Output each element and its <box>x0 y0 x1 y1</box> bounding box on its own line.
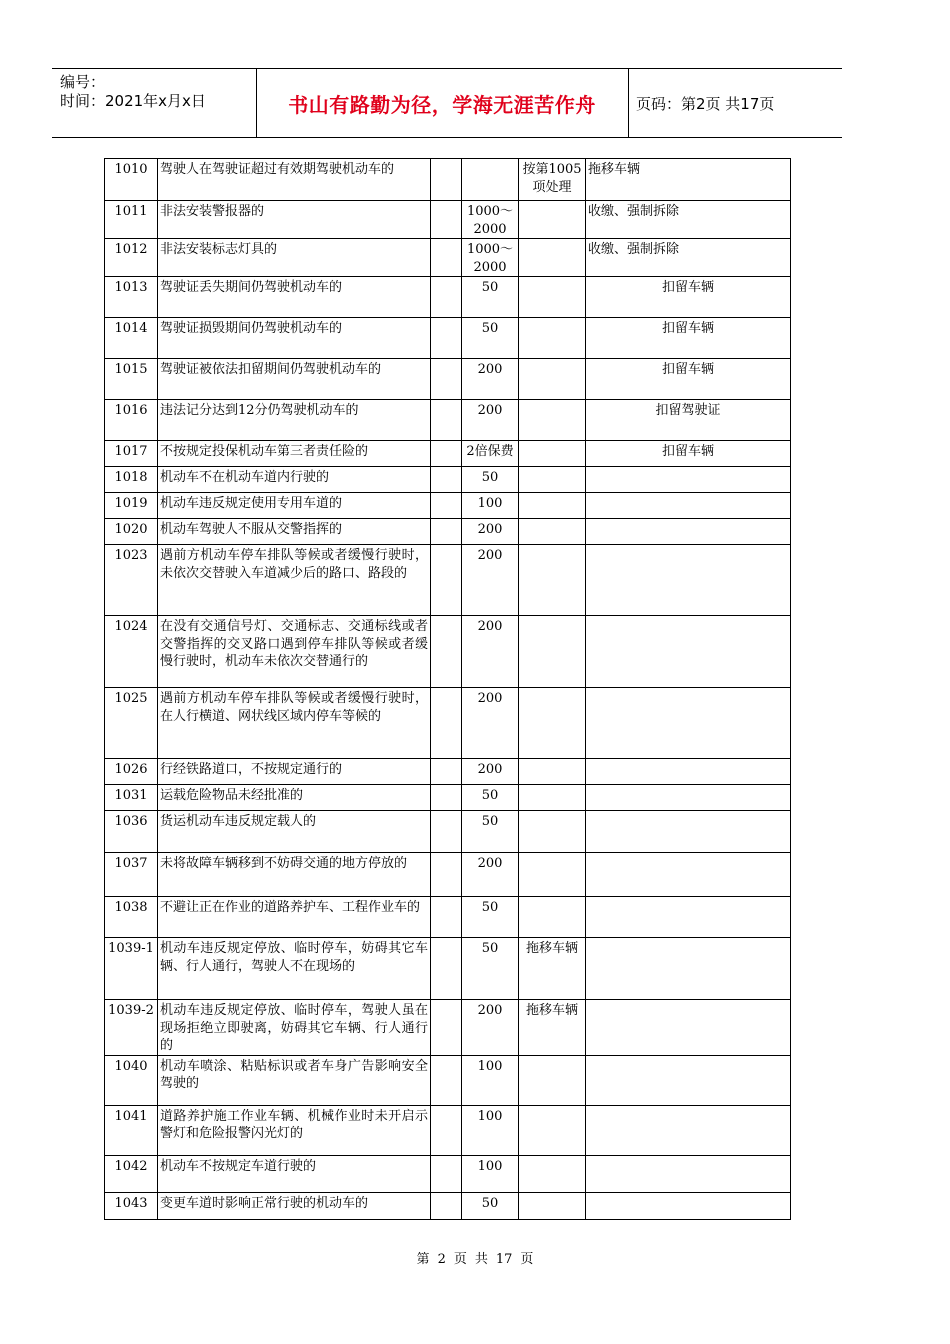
points-cell <box>431 1000 462 1056</box>
violation-description-cell: 驾驶证丢失期间仍驾驶机动车的 <box>158 277 431 318</box>
alternate-handling-cell: 按第1005项处理 <box>519 159 586 201</box>
administrative-measure-cell <box>586 1055 791 1105</box>
alternate-handling-cell <box>519 239 586 277</box>
administrative-measure-cell <box>586 616 791 688</box>
alternate-handling-cell <box>519 1155 586 1192</box>
footer-total-pages: 17 <box>495 1252 513 1267</box>
page-footer <box>0 1248 950 1267</box>
alternate-handling-cell <box>519 493 586 519</box>
alternate-handling-cell <box>519 277 586 318</box>
alternate-handling-cell <box>519 1105 586 1155</box>
fine-amount-cell: 200 <box>462 400 519 441</box>
table-row <box>105 1055 791 1105</box>
table-row <box>105 897 791 938</box>
footer-di: 第 <box>416 1252 430 1267</box>
table-row <box>105 493 791 519</box>
fine-amount-cell: 200 <box>462 1000 519 1056</box>
administrative-measure-cell <box>586 897 791 938</box>
violation-code-cell: 1018 <box>105 467 158 493</box>
points-cell <box>431 159 462 201</box>
table-row <box>105 616 791 688</box>
points-cell <box>431 318 462 359</box>
fine-amount-cell: 1000～2000 <box>462 239 519 277</box>
table-row <box>105 239 791 277</box>
violation-code-cell: 1041 <box>105 1105 158 1155</box>
points-cell <box>431 201 462 239</box>
table-row <box>105 938 791 1000</box>
violation-description-cell: 运载危险物品未经批准的 <box>158 785 431 811</box>
administrative-measure-cell <box>586 467 791 493</box>
points-cell <box>431 545 462 616</box>
alternate-handling-cell <box>519 759 586 785</box>
table-row <box>105 853 791 897</box>
table-row <box>105 519 791 545</box>
footer-gong: 共 <box>474 1252 488 1267</box>
violation-description-cell: 机动车驾驶人不服从交警指挥的 <box>158 519 431 545</box>
violation-code-cell: 1026 <box>105 759 158 785</box>
violation-table <box>104 158 791 1220</box>
footer-ye: 页 <box>453 1252 467 1267</box>
administrative-measure-cell <box>586 545 791 616</box>
administrative-measure-cell <box>586 519 791 545</box>
table-row <box>105 318 791 359</box>
alternate-handling-cell: 拖移车辆 <box>519 938 586 1000</box>
points-cell <box>431 938 462 1000</box>
violation-code-cell: 1036 <box>105 811 158 853</box>
alternate-handling-cell <box>519 897 586 938</box>
points-cell <box>431 897 462 938</box>
table-row <box>105 400 791 441</box>
administrative-measure-cell: 扣留车辆 <box>586 441 791 467</box>
table-row <box>105 545 791 616</box>
fine-amount-cell: 50 <box>462 897 519 938</box>
violation-description-cell: 机动车不按规定车道行驶的 <box>158 1155 431 1192</box>
violation-code-cell: 1010 <box>105 159 158 201</box>
administrative-measure-cell: 收缴、强制拆除 <box>586 201 791 239</box>
table-row <box>105 441 791 467</box>
alternate-handling-cell <box>519 400 586 441</box>
violation-description-cell: 非法安装标志灯具的 <box>158 239 431 277</box>
violation-code-cell: 1012 <box>105 239 158 277</box>
violation-code-cell: 1019 <box>105 493 158 519</box>
administrative-measure-cell: 扣留驾驶证 <box>586 400 791 441</box>
points-cell <box>431 277 462 318</box>
violation-description-cell: 道路养护施工作业车辆、机械作业时未开启示警灯和危险报警闪光灯的 <box>158 1105 431 1155</box>
footer-page-number: 2 <box>437 1252 446 1267</box>
fine-amount-cell: 200 <box>462 688 519 759</box>
violation-description-cell: 机动车违反规定停放、临时停车，驾驶人虽在现场拒绝立即驶离，妨碍其它车辆、行人通行的 <box>158 1000 431 1056</box>
header-divider <box>628 69 629 137</box>
fine-amount-cell: 100 <box>462 1055 519 1105</box>
administrative-measure-cell <box>586 853 791 897</box>
violation-description-cell: 驾驶证被依法扣留期间仍驾驶机动车的 <box>158 359 431 400</box>
points-cell <box>431 493 462 519</box>
administrative-measure-cell: 拖移车辆 <box>586 159 791 201</box>
fine-amount-cell: 1000～2000 <box>462 201 519 239</box>
violation-description-cell: 机动车喷涂、粘贴标识或者车身广告影响安全驾驶的 <box>158 1055 431 1105</box>
fine-amount-cell: 2倍保费 <box>462 441 519 467</box>
table-row <box>105 1000 791 1056</box>
fine-amount-cell <box>462 159 519 201</box>
table-row <box>105 811 791 853</box>
alternate-handling-cell <box>519 359 586 400</box>
violation-code-cell: 1040 <box>105 1055 158 1105</box>
administrative-measure-cell <box>586 1000 791 1056</box>
header-motto: 书山有路勤为径，学海无涯苦作舟 <box>288 92 596 117</box>
violation-description-cell: 变更车道时影响正常行驶的机动车的 <box>158 1192 431 1219</box>
table-row <box>105 277 791 318</box>
fine-amount-cell: 50 <box>462 467 519 493</box>
violation-code-cell: 1015 <box>105 359 158 400</box>
table-row <box>105 467 791 493</box>
violation-code-cell: 1042 <box>105 1155 158 1192</box>
alternate-handling-cell <box>519 1192 586 1219</box>
points-cell <box>431 1192 462 1219</box>
fine-amount-cell: 50 <box>462 811 519 853</box>
administrative-measure-cell: 扣留车辆 <box>586 318 791 359</box>
violation-description-cell: 非法安装警报器的 <box>158 201 431 239</box>
fine-amount-cell: 50 <box>462 318 519 359</box>
points-cell <box>431 688 462 759</box>
points-cell <box>431 519 462 545</box>
violation-description-cell: 机动车违反规定使用专用车道的 <box>158 493 431 519</box>
violation-description-cell: 未将故障车辆移到不妨碍交通的地方停放的 <box>158 853 431 897</box>
violation-code-cell: 1013 <box>105 277 158 318</box>
administrative-measure-cell <box>586 785 791 811</box>
violation-code-cell: 1037 <box>105 853 158 897</box>
violation-description-cell: 违法记分达到12分仍驾驶机动车的 <box>158 400 431 441</box>
fine-amount-cell: 100 <box>462 1155 519 1192</box>
alternate-handling-cell <box>519 811 586 853</box>
table-row <box>105 1105 791 1155</box>
fine-amount-cell: 200 <box>462 545 519 616</box>
violation-code-cell: 1017 <box>105 441 158 467</box>
violation-code-cell: 1039-2 <box>105 1000 158 1056</box>
fine-amount-cell: 100 <box>462 1105 519 1155</box>
alternate-handling-cell <box>519 441 586 467</box>
alternate-handling-cell <box>519 616 586 688</box>
violation-code-cell: 1016 <box>105 400 158 441</box>
violation-code-cell: 1031 <box>105 785 158 811</box>
table-row <box>105 759 791 785</box>
alternate-handling-cell <box>519 853 586 897</box>
table-row <box>105 359 791 400</box>
fine-amount-cell: 50 <box>462 785 519 811</box>
administrative-measure-cell <box>586 1155 791 1192</box>
violation-description-cell: 驾驶证损毁期间仍驾驶机动车的 <box>158 318 431 359</box>
administrative-measure-cell: 收缴、强制拆除 <box>586 239 791 277</box>
violation-description-cell: 遇前方机动车停车排队等候或者缓慢行驶时，未依次交替驶入车道减少后的路口、路段的 <box>158 545 431 616</box>
table-row <box>105 201 791 239</box>
fine-amount-cell: 50 <box>462 938 519 1000</box>
points-cell <box>431 1155 462 1192</box>
violation-description-cell: 不避让正在作业的道路养护车、工程作业车的 <box>158 897 431 938</box>
violation-code-cell: 1038 <box>105 897 158 938</box>
alternate-handling-cell: 拖移车辆 <box>519 1000 586 1056</box>
points-cell <box>431 811 462 853</box>
administrative-measure-cell <box>586 493 791 519</box>
violation-code-cell: 1043 <box>105 1192 158 1219</box>
fine-amount-cell: 200 <box>462 853 519 897</box>
points-cell <box>431 1105 462 1155</box>
violation-description-cell: 机动车不在机动车道内行驶的 <box>158 467 431 493</box>
alternate-handling-cell <box>519 467 586 493</box>
violation-code-cell: 1014 <box>105 318 158 359</box>
fine-amount-cell: 50 <box>462 277 519 318</box>
time-label: 时间：2021年x月x日 <box>60 92 206 110</box>
points-cell <box>431 400 462 441</box>
violation-code-cell: 1023 <box>105 545 158 616</box>
administrative-measure-cell <box>586 688 791 759</box>
violation-description-cell: 货运机动车违反规定载人的 <box>158 811 431 853</box>
administrative-measure-cell: 扣留车辆 <box>586 277 791 318</box>
violation-description-cell: 遇前方机动车停车排队等候或者缓慢行驶时，在人行横道、网状线区域内停车等候的 <box>158 688 431 759</box>
violation-code-cell: 1039-1 <box>105 938 158 1000</box>
administrative-measure-cell <box>586 1105 791 1155</box>
header-left-block <box>60 73 206 111</box>
header-page-label: 页码：第2页 共17页 <box>636 94 775 113</box>
violation-code-cell: 1011 <box>105 201 158 239</box>
administrative-measure-cell <box>586 938 791 1000</box>
table-row <box>105 785 791 811</box>
violation-description-cell: 行经铁路道口，不按规定通行的 <box>158 759 431 785</box>
points-cell <box>431 1055 462 1105</box>
fine-amount-cell: 200 <box>462 616 519 688</box>
fine-amount-cell: 50 <box>462 1192 519 1219</box>
points-cell <box>431 785 462 811</box>
alternate-handling-cell <box>519 1055 586 1105</box>
violation-description-cell: 在没有交通信号灯、交通标志、交通标线或者交警指挥的交叉路口遇到停车排队等候或者缓慢行驶时，机动车未依次交替通行的 <box>158 616 431 688</box>
table-row <box>105 688 791 759</box>
fine-amount-cell: 200 <box>462 359 519 400</box>
points-cell <box>431 359 462 400</box>
alternate-handling-cell <box>519 519 586 545</box>
points-cell <box>431 467 462 493</box>
page-header <box>52 68 842 138</box>
violation-code-cell: 1024 <box>105 616 158 688</box>
violation-description-cell: 机动车违反规定停放、临时停车，妨碍其它车辆、行人通行，驾驶人不在现场的 <box>158 938 431 1000</box>
points-cell <box>431 441 462 467</box>
points-cell <box>431 239 462 277</box>
violation-code-cell: 1025 <box>105 688 158 759</box>
points-cell <box>431 853 462 897</box>
alternate-handling-cell <box>519 201 586 239</box>
administrative-measure-cell <box>586 759 791 785</box>
doc-number-label: 编号： <box>60 73 106 91</box>
table-row <box>105 159 791 201</box>
fine-amount-cell: 100 <box>462 493 519 519</box>
administrative-measure-cell <box>586 1192 791 1219</box>
alternate-handling-cell <box>519 688 586 759</box>
table-row <box>105 1192 791 1219</box>
alternate-handling-cell <box>519 318 586 359</box>
table-body <box>105 159 791 1220</box>
points-cell <box>431 759 462 785</box>
violation-description-cell: 驾驶人在驾驶证超过有效期驾驶机动车的 <box>158 159 431 201</box>
footer-ye: 页 <box>520 1252 534 1267</box>
table-row <box>105 1155 791 1192</box>
violation-description-cell: 不按规定投保机动车第三者责任险的 <box>158 441 431 467</box>
fine-amount-cell: 200 <box>462 519 519 545</box>
fine-amount-cell: 200 <box>462 759 519 785</box>
administrative-measure-cell: 扣留车辆 <box>586 359 791 400</box>
alternate-handling-cell <box>519 545 586 616</box>
points-cell <box>431 616 462 688</box>
violation-code-cell: 1020 <box>105 519 158 545</box>
alternate-handling-cell <box>519 785 586 811</box>
administrative-measure-cell <box>586 811 791 853</box>
